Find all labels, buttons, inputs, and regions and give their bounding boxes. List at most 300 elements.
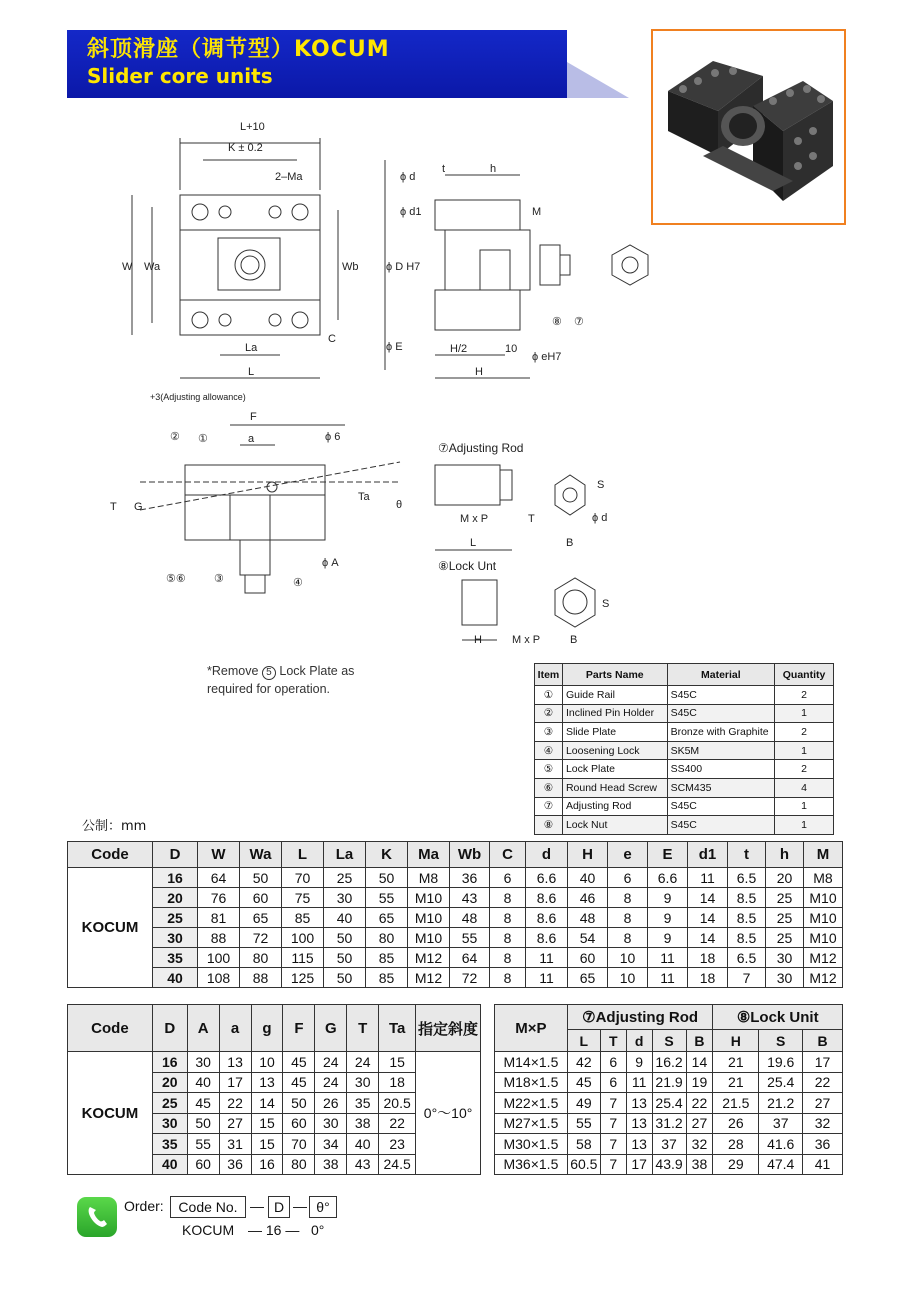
dimension-cell: 50 bbox=[324, 968, 366, 988]
title-banner bbox=[67, 30, 567, 98]
dimension-header-cell: t bbox=[728, 842, 766, 868]
dimension-header-cell: C bbox=[490, 842, 526, 868]
dimension-header-cell: Wa bbox=[240, 842, 282, 868]
parts-cell: ⑧ bbox=[535, 816, 563, 835]
dimension-cell: 6.6 bbox=[648, 868, 688, 888]
dimension-cell: M10 bbox=[408, 888, 450, 908]
dimension-row bbox=[68, 908, 843, 928]
angle-header-cell: 指定斜度 bbox=[416, 1005, 481, 1052]
dimension-cell: 80 bbox=[366, 928, 408, 948]
dimension-cell: 80 bbox=[240, 948, 282, 968]
rod-cell: 28 bbox=[713, 1134, 759, 1155]
dimension-cell: 72 bbox=[240, 928, 282, 948]
dimension-cell: 30 bbox=[324, 888, 366, 908]
dimension-cell: 60 bbox=[568, 948, 608, 968]
rod-cell: M22×1.5 bbox=[495, 1093, 568, 1114]
lock-unit-label: ⑧Lock Unt bbox=[438, 559, 497, 573]
rod-cell: 37 bbox=[652, 1134, 686, 1155]
rod-cell: 47.4 bbox=[759, 1154, 803, 1175]
dimension-cell: 9 bbox=[648, 888, 688, 908]
dim-F: F bbox=[250, 411, 257, 423]
dimension-cell: 11 bbox=[526, 968, 568, 988]
order-box-d: D bbox=[268, 1196, 290, 1218]
rod-cell: 26 bbox=[713, 1113, 759, 1134]
angle-cell: 16 bbox=[251, 1154, 283, 1175]
angle-header-cell: Code bbox=[68, 1005, 153, 1052]
dimension-code-cell: KOCUM bbox=[68, 868, 153, 988]
rod-cell: 22 bbox=[686, 1093, 713, 1114]
parts-cell: SK5M bbox=[667, 741, 775, 760]
parts-row bbox=[535, 816, 834, 835]
dimension-cell: 11 bbox=[688, 868, 728, 888]
angle-cell: 26 bbox=[315, 1093, 347, 1114]
dim-M: M bbox=[532, 206, 542, 218]
rod-cell: 37 bbox=[759, 1113, 803, 1134]
dimension-cell: 43 bbox=[450, 888, 490, 908]
dimension-cell: 10 bbox=[608, 948, 648, 968]
rod-subheader-cell: H bbox=[713, 1030, 759, 1052]
angle-cell: 15 bbox=[251, 1113, 283, 1134]
angle-cell: 45 bbox=[283, 1052, 315, 1073]
angle-header-cell: g bbox=[251, 1005, 283, 1052]
rod-cell: 21.5 bbox=[713, 1093, 759, 1114]
dimension-cell: 8 bbox=[490, 968, 526, 988]
dimension-row bbox=[68, 868, 843, 888]
rod-cell: 27 bbox=[803, 1093, 843, 1114]
parts-cell: SS400 bbox=[667, 760, 775, 779]
dimension-cell: 14 bbox=[688, 928, 728, 948]
title-english: Slider core units bbox=[87, 64, 273, 88]
dimension-cell: 11 bbox=[648, 948, 688, 968]
rod-cell: 6 bbox=[600, 1052, 626, 1073]
dimension-cell: 65 bbox=[568, 968, 608, 988]
dimension-cell: 54 bbox=[568, 928, 608, 948]
dim-Ta: Ta bbox=[358, 491, 370, 503]
dim-L10: L+10 bbox=[240, 121, 265, 133]
dimension-cell: 65 bbox=[240, 908, 282, 928]
parts-cell: Slide Plate bbox=[562, 723, 667, 742]
dim-phid: ϕ d bbox=[400, 171, 416, 183]
parts-cell: Guide Rail bbox=[562, 686, 667, 705]
dimension-cell: M10 bbox=[408, 908, 450, 928]
dim-T: T bbox=[110, 501, 117, 513]
dim-L: L bbox=[248, 366, 255, 378]
dim-phid1: ϕ d1 bbox=[400, 206, 422, 218]
rod-subheader-cell: T bbox=[600, 1030, 626, 1052]
rod-cell: 7 bbox=[600, 1113, 626, 1134]
rod-cell: 22 bbox=[803, 1072, 843, 1093]
parts-cell: ③ bbox=[535, 723, 563, 742]
parts-cell: ② bbox=[535, 704, 563, 723]
dimension-cell: 30 bbox=[766, 948, 804, 968]
angle-code-cell: KOCUM bbox=[68, 1052, 153, 1175]
callout-2: ② bbox=[170, 431, 180, 443]
dimension-row bbox=[68, 948, 843, 968]
rod-cell: 11 bbox=[626, 1072, 652, 1093]
dimension-cell: 64 bbox=[198, 868, 240, 888]
angle-range-cell: 0°～10° bbox=[416, 1052, 481, 1175]
angle-cell: 43 bbox=[347, 1154, 379, 1175]
parts-cell: 2 bbox=[775, 723, 834, 742]
angle-cell: 60 bbox=[283, 1113, 315, 1134]
angle-cell: 15 bbox=[251, 1134, 283, 1155]
dim-La: La bbox=[245, 342, 258, 354]
dimension-cell: M12 bbox=[804, 968, 843, 988]
rod-cell: 16.2 bbox=[652, 1052, 686, 1073]
dimension-header-cell: H bbox=[568, 842, 608, 868]
order-dash-1: — bbox=[250, 1198, 264, 1214]
order-example-code: KOCUM bbox=[182, 1222, 235, 1238]
rod-cell: 41.6 bbox=[759, 1134, 803, 1155]
rod-row bbox=[495, 1052, 843, 1073]
angle-cell: 13 bbox=[219, 1052, 251, 1073]
dimension-cell: 64 bbox=[450, 948, 490, 968]
dim-theta: θ bbox=[396, 499, 403, 511]
dim-phiDH7: ϕ D H7 bbox=[386, 261, 421, 273]
dimension-cell: 6.5 bbox=[728, 868, 766, 888]
angle-cell: 45 bbox=[187, 1093, 219, 1114]
angle-cell: 30 bbox=[347, 1072, 379, 1093]
dim-phieH7: ϕ eH7 bbox=[532, 351, 562, 363]
parts-cell: S45C bbox=[667, 816, 775, 835]
parts-cell: 1 bbox=[775, 741, 834, 760]
dimension-cell: 11 bbox=[648, 968, 688, 988]
dim-rod-S: S bbox=[597, 479, 605, 491]
product-photo bbox=[651, 29, 846, 225]
rod-cell: 41 bbox=[803, 1154, 843, 1175]
rod-cell: 17 bbox=[626, 1154, 652, 1175]
dimension-cell: 50 bbox=[324, 948, 366, 968]
parts-cell: Inclined Pin Holder bbox=[562, 704, 667, 723]
parts-cell: 1 bbox=[775, 797, 834, 816]
dimension-cell: 20 bbox=[153, 888, 198, 908]
dimension-cell: 25 bbox=[766, 888, 804, 908]
parts-cell: Round Head Screw bbox=[562, 778, 667, 797]
parts-cell: 2 bbox=[775, 760, 834, 779]
dimension-cell: 125 bbox=[282, 968, 324, 988]
dimension-cell: 10 bbox=[608, 968, 648, 988]
angle-cell: 35 bbox=[152, 1134, 187, 1155]
dimension-header-cell: e bbox=[608, 842, 648, 868]
dimension-header-cell: Code bbox=[68, 842, 153, 868]
dimension-cell: M12 bbox=[408, 968, 450, 988]
angle-cell: 25 bbox=[152, 1093, 187, 1114]
technical-drawings bbox=[100, 110, 660, 710]
angle-header-cell: A bbox=[187, 1005, 219, 1052]
dim-rod-B: B bbox=[566, 537, 574, 549]
dimension-cell: 14 bbox=[688, 908, 728, 928]
rod-subheader-cell: d bbox=[626, 1030, 652, 1052]
rod-cell: 58 bbox=[567, 1134, 600, 1155]
dimension-cell: M8 bbox=[408, 868, 450, 888]
angle-cell: 24 bbox=[347, 1052, 379, 1073]
dimension-cell: 25 bbox=[766, 928, 804, 948]
angle-cell: 34 bbox=[315, 1134, 347, 1155]
note-prefix: *Remove bbox=[207, 664, 259, 678]
angle-cell: 80 bbox=[283, 1154, 315, 1175]
dim-rod-T: T bbox=[528, 513, 535, 525]
angle-cell: 22 bbox=[379, 1113, 416, 1134]
dimension-cell: 75 bbox=[282, 888, 324, 908]
angle-cell: 24.5 bbox=[379, 1154, 416, 1175]
angle-cell: 70 bbox=[283, 1134, 315, 1155]
dimension-cell: 6.5 bbox=[728, 948, 766, 968]
dimension-cell: 115 bbox=[282, 948, 324, 968]
parts-row bbox=[535, 723, 834, 742]
dimension-cell: 55 bbox=[450, 928, 490, 948]
callout-1: ① bbox=[198, 433, 208, 445]
rod-cell: 38 bbox=[686, 1154, 713, 1175]
callout-4: ④ bbox=[293, 577, 303, 589]
dimension-cell: M8 bbox=[804, 868, 843, 888]
dimension-cell: 8 bbox=[608, 908, 648, 928]
dim-Wa: Wa bbox=[144, 261, 161, 273]
parts-cell: ⑤ bbox=[535, 760, 563, 779]
dimension-cell: 55 bbox=[366, 888, 408, 908]
parts-cell: S45C bbox=[667, 797, 775, 816]
dimension-cell: 40 bbox=[153, 968, 198, 988]
parts-row bbox=[535, 704, 834, 723]
dimension-header-cell: D bbox=[153, 842, 198, 868]
order-box-code: Code No. bbox=[170, 1196, 246, 1218]
dimension-cell: 8 bbox=[608, 928, 648, 948]
dimension-cell: 50 bbox=[240, 868, 282, 888]
order-example-angle: 0° bbox=[311, 1222, 325, 1238]
dimension-cell: 50 bbox=[366, 868, 408, 888]
dim-10: 10 bbox=[505, 343, 518, 355]
angle-cell: 16 bbox=[152, 1052, 187, 1073]
dimension-cell: 81 bbox=[198, 908, 240, 928]
angle-cell: 38 bbox=[347, 1113, 379, 1134]
dimension-cell: 25 bbox=[324, 868, 366, 888]
angle-cell: 30 bbox=[152, 1113, 187, 1134]
parts-cell: SCM435 bbox=[667, 778, 775, 797]
rod-cell: 36 bbox=[803, 1134, 843, 1155]
dimension-cell: 11 bbox=[526, 948, 568, 968]
parts-header-cell: Item bbox=[535, 664, 563, 686]
parts-cell: S45C bbox=[667, 686, 775, 705]
angle-table bbox=[67, 1004, 481, 1175]
order-dash-2: — bbox=[293, 1198, 307, 1214]
dimension-cell: 85 bbox=[282, 908, 324, 928]
dimension-cell: M10 bbox=[804, 888, 843, 908]
order-example-d: — 16 — bbox=[248, 1222, 300, 1238]
rod-cell: 21 bbox=[713, 1052, 759, 1073]
angle-row bbox=[68, 1052, 481, 1073]
rod-cell: 21.2 bbox=[759, 1093, 803, 1114]
dimension-cell: 100 bbox=[282, 928, 324, 948]
angle-header-cell: G bbox=[315, 1005, 347, 1052]
parts-row bbox=[535, 686, 834, 705]
dimension-cell: 8.6 bbox=[526, 888, 568, 908]
rod-subheader-cell: B bbox=[803, 1030, 843, 1052]
rod-header-lock-unit: ⑧Lock Unit bbox=[713, 1005, 843, 1030]
parts-cell: Lock Nut bbox=[562, 816, 667, 835]
dimension-cell: 8 bbox=[490, 928, 526, 948]
angle-cell: 40 bbox=[187, 1072, 219, 1093]
callout-8: ⑧ bbox=[552, 316, 562, 328]
dimension-cell: M10 bbox=[804, 928, 843, 948]
dimension-header-cell: E bbox=[648, 842, 688, 868]
dim-phiA: ϕ A bbox=[322, 557, 339, 569]
dimension-cell: 88 bbox=[198, 928, 240, 948]
angle-cell: 13 bbox=[251, 1072, 283, 1093]
rod-cell: M36×1.5 bbox=[495, 1154, 568, 1175]
parts-cell: Adjusting Rod bbox=[562, 797, 667, 816]
dimension-cell: 46 bbox=[568, 888, 608, 908]
rod-row bbox=[495, 1113, 843, 1134]
rod-cell: 7 bbox=[600, 1154, 626, 1175]
dimension-cell: 16 bbox=[153, 868, 198, 888]
dimension-header-cell: h bbox=[766, 842, 804, 868]
dimension-cell: 8.5 bbox=[728, 888, 766, 908]
dimension-cell: M10 bbox=[408, 928, 450, 948]
dimension-cell: 40 bbox=[568, 868, 608, 888]
dimension-header-cell: Ma bbox=[408, 842, 450, 868]
rod-cell: 25.4 bbox=[759, 1072, 803, 1093]
angle-cell: 40 bbox=[347, 1134, 379, 1155]
parts-table bbox=[534, 663, 834, 835]
angle-cell: 50 bbox=[283, 1093, 315, 1114]
dimension-cell: 60 bbox=[240, 888, 282, 908]
dim-lock-B: B bbox=[570, 634, 578, 646]
dimension-row bbox=[68, 888, 843, 908]
dim-h: h bbox=[490, 163, 497, 175]
rod-row bbox=[495, 1093, 843, 1114]
dimension-cell: 18 bbox=[688, 968, 728, 988]
dim-phi6: ϕ 6 bbox=[325, 431, 341, 443]
rod-cell: 31.2 bbox=[652, 1113, 686, 1134]
rod-subheader-cell: S bbox=[759, 1030, 803, 1052]
rod-cell: M18×1.5 bbox=[495, 1072, 568, 1093]
adjust-allowance: +3(Adjusting allowance) bbox=[150, 392, 246, 402]
angle-cell: 24 bbox=[315, 1072, 347, 1093]
parts-cell: 1 bbox=[775, 704, 834, 723]
angle-cell: 22 bbox=[219, 1093, 251, 1114]
rod-cell: 60.5 bbox=[567, 1154, 600, 1175]
angle-header-cell: F bbox=[283, 1005, 315, 1052]
dimension-cell: 7 bbox=[728, 968, 766, 988]
dimension-cell: 9 bbox=[648, 908, 688, 928]
rod-cell: 32 bbox=[686, 1134, 713, 1155]
callout-5-6: ⑤⑥ bbox=[166, 573, 186, 585]
rod-cell: 14 bbox=[686, 1052, 713, 1073]
parts-header-cell: Material bbox=[667, 664, 775, 686]
rod-row bbox=[495, 1134, 843, 1155]
dim-lock-MxP: M x P bbox=[512, 634, 541, 646]
dimension-row bbox=[68, 928, 843, 948]
dimension-header-cell: Wb bbox=[450, 842, 490, 868]
rod-cell: 49 bbox=[567, 1093, 600, 1114]
dimension-cell: 85 bbox=[366, 948, 408, 968]
dim-Wb: Wb bbox=[342, 261, 359, 273]
dimension-cell: 65 bbox=[366, 908, 408, 928]
rod-cell: 25.4 bbox=[652, 1093, 686, 1114]
dimension-header-cell: K bbox=[366, 842, 408, 868]
dimension-cell: 8 bbox=[490, 888, 526, 908]
parts-cell: ④ bbox=[535, 741, 563, 760]
unit-label: 公制：mm bbox=[82, 819, 147, 834]
parts-row bbox=[535, 741, 834, 760]
dimension-header-cell: La bbox=[324, 842, 366, 868]
angle-header-cell: D bbox=[152, 1005, 187, 1052]
rod-cell: 6 bbox=[600, 1072, 626, 1093]
dimension-cell: 25 bbox=[766, 908, 804, 928]
dimension-cell: 36 bbox=[450, 868, 490, 888]
rod-cell: 7 bbox=[600, 1093, 626, 1114]
rod-subheader-cell: L bbox=[567, 1030, 600, 1052]
parts-cell: Bronze with Graphite bbox=[667, 723, 775, 742]
parts-cell: Loosening Lock bbox=[562, 741, 667, 760]
title-chinese: 斜顶滑座（调节型）KOCUM bbox=[87, 37, 390, 62]
rod-cell: 29 bbox=[713, 1154, 759, 1175]
rod-cell: 19 bbox=[686, 1072, 713, 1093]
dimension-cell: 14 bbox=[688, 888, 728, 908]
parts-cell: 1 bbox=[775, 816, 834, 835]
angle-cell: 60 bbox=[187, 1154, 219, 1175]
angle-cell: 18 bbox=[379, 1072, 416, 1093]
rod-cell: 21.9 bbox=[652, 1072, 686, 1093]
dimension-cell: 6.6 bbox=[526, 868, 568, 888]
parts-cell: Lock Plate bbox=[562, 760, 667, 779]
dimension-cell: 8 bbox=[490, 948, 526, 968]
rod-cell: 19.6 bbox=[759, 1052, 803, 1073]
dimension-cell: 108 bbox=[198, 968, 240, 988]
parts-cell: 2 bbox=[775, 686, 834, 705]
dim-phiE: ϕ E bbox=[386, 341, 403, 353]
dimension-cell: 8.5 bbox=[728, 928, 766, 948]
dimension-table bbox=[67, 841, 843, 988]
parts-row bbox=[535, 778, 834, 797]
angle-cell: 30 bbox=[315, 1113, 347, 1134]
dimension-cell: 50 bbox=[324, 928, 366, 948]
rod-cell: 7 bbox=[600, 1134, 626, 1155]
note-line2: required for operation. bbox=[207, 682, 330, 696]
angle-cell: 31 bbox=[219, 1134, 251, 1155]
parts-cell: ⑦ bbox=[535, 797, 563, 816]
banner-decoration bbox=[567, 62, 629, 98]
parts-cell: ⑥ bbox=[535, 778, 563, 797]
dimension-cell: 20 bbox=[766, 868, 804, 888]
dim-G: G bbox=[134, 501, 143, 513]
parts-header-row bbox=[535, 664, 834, 686]
rod-cell: 55 bbox=[567, 1113, 600, 1134]
dimension-cell: 88 bbox=[240, 968, 282, 988]
note-circle-5: 5 bbox=[262, 666, 276, 680]
rod-lock-table bbox=[494, 1004, 843, 1175]
angle-cell: 35 bbox=[347, 1093, 379, 1114]
dim-Ma: 2–Ma bbox=[275, 171, 303, 183]
dimension-header-cell: L bbox=[282, 842, 324, 868]
rod-cell: 43.9 bbox=[652, 1154, 686, 1175]
rod-cell: 13 bbox=[626, 1093, 652, 1114]
angle-cell: 45 bbox=[283, 1072, 315, 1093]
angle-cell: 17 bbox=[219, 1072, 251, 1093]
dim-H2: H/2 bbox=[450, 343, 468, 355]
dimension-cell: 6 bbox=[490, 868, 526, 888]
dimension-cell: 8 bbox=[608, 888, 648, 908]
angle-cell: 55 bbox=[187, 1134, 219, 1155]
rod-cell: 13 bbox=[626, 1113, 652, 1134]
parts-cell: S45C bbox=[667, 704, 775, 723]
dimension-cell: M12 bbox=[408, 948, 450, 968]
dim-lock-H: H bbox=[474, 634, 482, 646]
dimension-header-cell: M bbox=[804, 842, 843, 868]
dim-rod-L: L bbox=[470, 537, 477, 549]
callout-3: ③ bbox=[214, 573, 224, 585]
dimension-cell: 30 bbox=[766, 968, 804, 988]
angle-cell: 20 bbox=[152, 1072, 187, 1093]
